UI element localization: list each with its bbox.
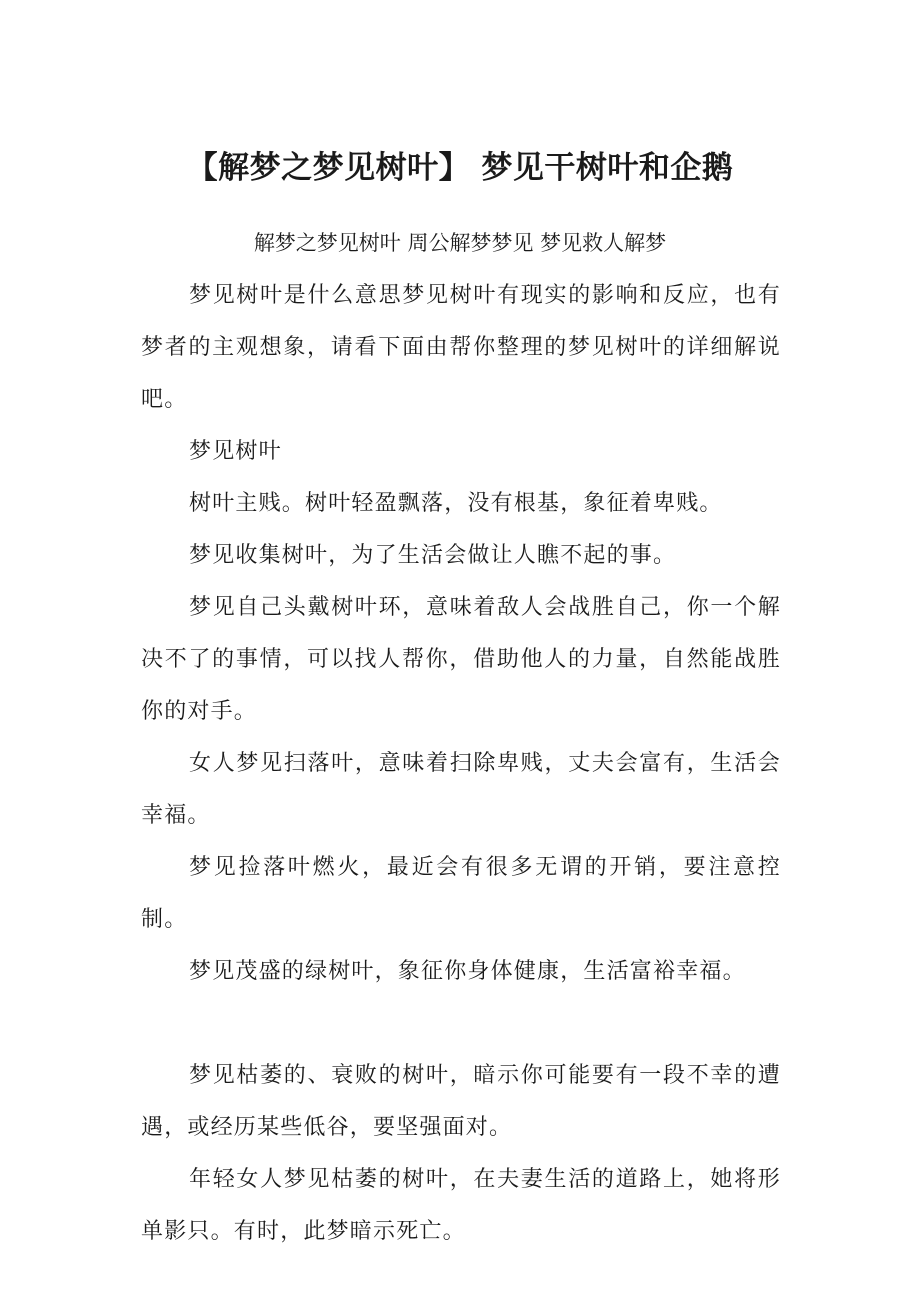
paragraph: 年轻女人梦见枯萎的树叶，在夫妻生活的道路上，她将形单影只。有时，此梦暗示死亡。 xyxy=(141,1167,781,1244)
paragraph: 梦见自己头戴树叶环，意味着敌人会战胜自己，你一个解决不了的事情，可以找人帮你，借助他人的力量，自然能战胜你的对手。 xyxy=(141,595,781,724)
document-subtitle: 解梦之梦见树叶 周公解梦梦见 梦见救人解梦 xyxy=(253,231,667,255)
page-title: 【解梦之梦见树叶】 梦见干树叶和企鹅 xyxy=(186,150,734,186)
paragraph: 梦见捡落叶燃火，最近会有很多无谓的开销，要注意控制。 xyxy=(141,855,781,932)
section-heading: 梦见树叶 xyxy=(189,439,282,464)
paragraph: 梦见收集树叶，为了生活会做让人瞧不起的事。 xyxy=(189,543,677,568)
paragraph-intro: 梦见树叶是什么意思梦见树叶有现实的影响和反应，也有梦者的主观想象，请看下面由帮你整理的梦见树叶的详细解说吧。 xyxy=(141,283,781,412)
document-body xyxy=(141,270,781,1258)
paragraph: 树叶主贱。树叶轻盈飘落，没有根基，象征着卑贱。 xyxy=(189,491,723,516)
paragraph: 女人梦见扫落叶，意味着扫除卑贱，丈夫会富有，生活会幸福。 xyxy=(141,751,781,828)
paragraph: 梦见枯萎的、衰败的树叶，暗示你可能要有一段不幸的遭遇，或经历某些低谷，要坚强面对。 xyxy=(141,1063,781,1140)
paragraph: 梦见茂盛的绿树叶，象征你身体健康，生活富裕幸福。 xyxy=(189,959,746,984)
